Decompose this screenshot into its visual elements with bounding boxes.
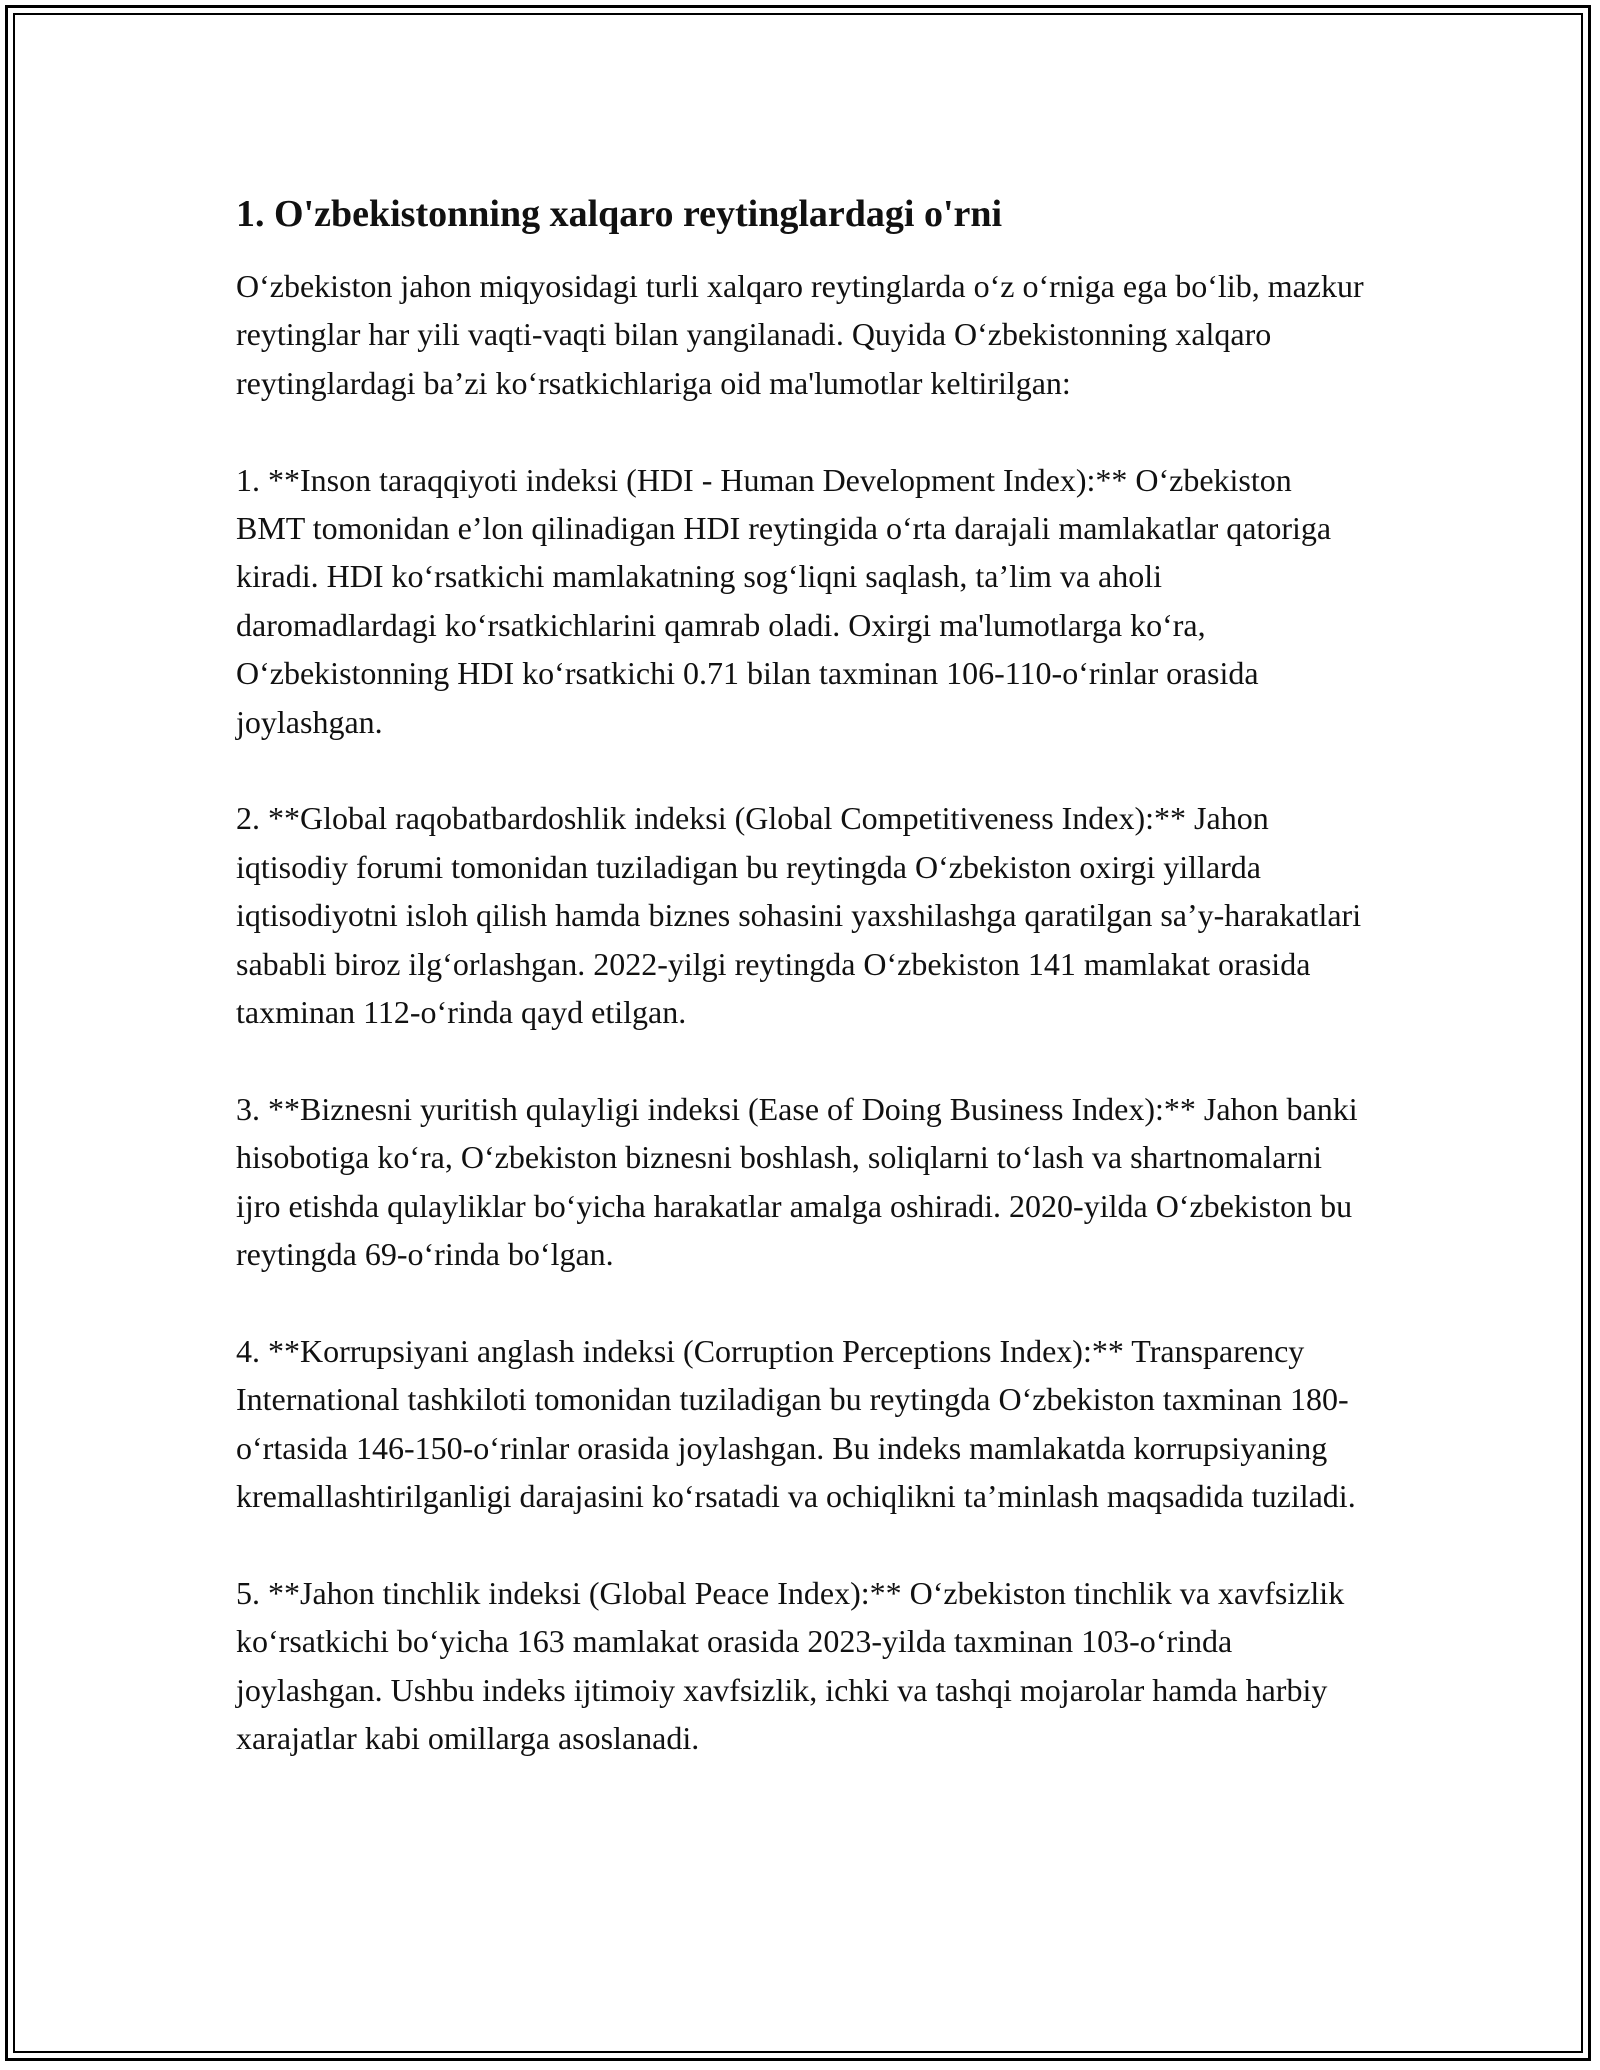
paragraph-intro: O‘zbekiston jahon miqyosidagi turli xalqaro reytinglarda o‘z o‘rniga ega bo‘lib, mazkur reytinglar har yili vaqti-vaqti bilan yangilanadi. Quyida O‘zbekistonning xalqaro reytinglardagi ba’zi ko‘rsatkichlariga oid ma'lumotlar keltirilgan: [236,268,1364,401]
paragraph-hdi: 1. **Inson taraqqiyoti indeksi (HDI - Human Development Index):** O‘zbekiston BMT tomonidan e’lon qilinadigan HDI reytingida o‘rta darajali mamlakatlar qatoriga kiradi. HDI ko‘rsatkichi mamlakatning sog‘liqni saqlash, ta’lim va aholi daromadlardagi ko‘rsatkichlarini qamrab oladi. Oxirgi ma'lumotlarga ko‘ra, O‘zbekistonning HDI ko‘rsatkichi 0.71 bilan taxminan 106-110-o‘rinlar orasida joylashgan. [236,461,1332,740]
document-title: 1. O'zbekistonning xalqaro reytinglardagi o'rni [236,193,1003,235]
paragraph-gci: 2. **Global raqobatbardoshlik indeksi (Global Competitiveness Index):** Jahon iqtisodiy forumi tomonidan tuziladigan bu reytingda O‘zbekiston oxirgi yillarda iqtisodiyotni isloh qilish hamda biznes sohasini yaxshilashga qaratilgan sa’y-harakatlari sababli biroz ilg‘orlashgan. 2022-yilgi reytingda O‘zbekiston 141 mamlakat orasida taxminan 112-o‘rinda qayd etilgan. [236,800,1362,1031]
paragraph-cpi: 4. **Korrupsiyani anglash indeksi (Corruption Perceptions Index):** Transparency International tashkiloti tomonidan tuziladigan bu reytingda O‘zbekiston taxminan 180-o‘rtasida 146-150-o‘rinlar orasida joylashgan. Bu indeks mamlakatda korrupsiyaning kremallashtirilganligi darajasini ko‘rsatadi va ochiqlikni ta’minlash maqsadida tuziladi. [236,1332,1356,1515]
document-body [236,188,1366,1811]
paragraph-gpi: 5. **Jahon tinchlik indeksi (Global Peace Index):** O‘zbekiston tinchlik va xavfsizlik ko‘rsatkichi bo‘yicha 163 mamlakat orasida 2023-yilda taxminan 103-o‘rinda joylashgan. Ushbu indeks ijtimoiy xavfsizlik, ichki va tashqi mojarolar hamda harbiy xarajatlar kabi omillarga asoslanadi. [236,1574,1345,1757]
paragraph-doing-business: 3. **Biznesni yuritish qulayligi indeksi (Ease of Doing Business Index):** Jahon banki hisobotiga ko‘ra, O‘zbekiston biznesni boshlash, soliqlarni to‘lash va shartnomalarni ijro etishda qulayliklar bo‘yicha harakatlar amalga oshiradi. 2020-yilda O‘zbekiston bu reytingda 69-o‘rinda bo‘lgan. [236,1090,1358,1273]
